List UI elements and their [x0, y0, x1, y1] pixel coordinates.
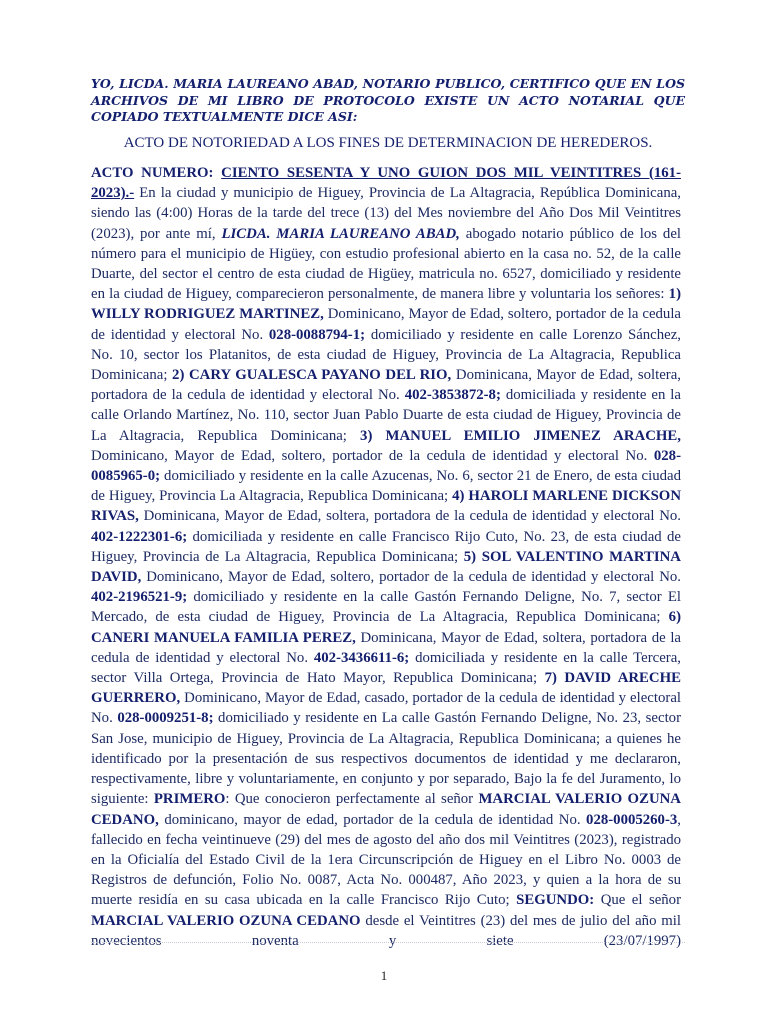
party-2-name: 2) CARY GUALESCA PAYANO DEL RIO, [172, 367, 452, 384]
body-text: : Que conocieron perfectamente al señor [225, 791, 479, 808]
body-text: domiciliada y residente en la calle Tercera, sector Villa Ortega, Provincia de Hato Mayor, Republica Dominicana; [91, 649, 681, 687]
page-number: 1 [380, 968, 388, 983]
party-7-id: 028-0009251-8; [117, 710, 214, 727]
notary-certification-header: YO, LICDA. MARIA LAUREANO ABAD, NOTARIO PUBLICO, CERTIFICO QUE EN LOS ARCHIVOS DE MI LIBRO DE PROTOCOLO EXISTE UN ACTO NOTARIAL QUE COPIADO TEXTUALMENTE DICE ASI: [91, 76, 685, 124]
body-text: domiciliado y residente en la calle Azucenas, No. 6, sector 21 de Enero, de esta ciudad de Higuey, Provincia La Altagracia, Republica Dominicana; [91, 468, 681, 505]
deceased-id: 028-0005260-3 [586, 811, 678, 828]
body-text: Dominicano, Mayor de Edad, casado, portador de la cedula de identidad y electoral No. [91, 690, 681, 727]
act-body-text [91, 163, 681, 951]
body-text: desde el Veintitres (23) del mes de julio del año mil novecientos noventa y siete (23/07/1997) [91, 912, 682, 949]
body-text: En la ciudad y municipio de Higuey, Provincia de La Altagracia, República Dominicana, siendo las (4:00) Horas de la tarde del trece (13) del Mes noviembre del Año Dos Mil Veintitres (2023), por ante mí, [91, 185, 681, 242]
body-text: domiciliada y residente en la calle Orlando Martínez, No. 110, sector Juan Pablo Duarte de esta ciudad de Higuey, Provincia de La Altagracia, Republica Dominicana; [91, 387, 681, 444]
notary-name: LICDA. MARIA LAUREANO ABAD, [221, 225, 460, 242]
body-text: domiciliado y residente en calle Lorenzo Sánchez, No. 10, sector los Platanitos, de esta ciudad de Higuey, Provincia de La Altagracia, Republica Dominicana; [91, 326, 681, 384]
primero-label: PRIMERO [153, 791, 226, 808]
party-2-id: 402-3853872-8; [404, 387, 501, 404]
party-3-id: 028-0085965-0; [91, 447, 681, 485]
body-text: Dominicana, Mayor de Edad, soltera, portadora de la cedula de identidad y electoral No. [138, 508, 681, 525]
document-title: ACTO DE NOTORIEDAD A LOS FINES DE DETERMINACION DE HEREDEROS. [123, 135, 653, 151]
deceased-name-2: MARCIAL VALERIO OZUNA CEDANO [91, 912, 361, 929]
party-5-id: 402-2196521-9; [91, 589, 188, 606]
body-text: Dominicana, Mayor de Edad, soltera, portadora de la cedula de identidad y electoral No. [91, 367, 682, 404]
body-text: abogado notario público de los del número para el municipio de Higüey, con estudio profesional abierto en la casa no. 52, de la calle Duarte, del sector el centro de esta ciudad de Higüey, matricula no. 6527, domiciliado y residente en la ciudad de Higuey, comparecieron personalmente, de manera libre y voluntaria los señores: [91, 225, 682, 303]
body-text: dominicano, mayor de edad, portador de la cedula de identidad No. [158, 811, 587, 828]
act-number-value: CIENTO SESENTA Y UNO GUION DOS MIL VEINTITRES (161-2023).- [91, 165, 681, 202]
party-7-name: 7) DAVID ARECHE GUERRERO, [91, 670, 681, 707]
party-5-name: 5) SOL VALENTINO MARTINA DAVID, [91, 548, 681, 586]
body-text: domiciliado y residente en La calle Gastón Fernando Deligne, No. 23, sector San Jose, municipio de Higuey, Provincia de La Altagracia, Republica Dominicana; a quienes he identificado por la presentación de sus respectivos documentos de identidad y me declararon, respectivamente, libre y voluntariamente, en conjunto y por separado, Bajo la fe del Juramento, lo siguiente: [91, 710, 682, 808]
party-4-name: 4) HAROLI MARLENE DICKSON RIVAS, [91, 488, 682, 525]
party-6-name: 6) CANERI MANUELA FAMILIA PEREZ, [91, 609, 681, 646]
segundo-label: SEGUNDO: [516, 892, 595, 909]
body-text: domiciliado y residente en la calle Gastón Fernando Deligne, No. 7, sector El Mercado, de esta ciudad de Higuey, Provincia de La Altagracia, Republica Dominicana; [91, 589, 681, 626]
footer-divider [91, 942, 685, 943]
party-6-id: 402-3436611-6; [313, 649, 410, 666]
body-text: Dominicano, Mayor de Edad, soltero, portador de la cedula de identidad y electoral No. [141, 569, 681, 586]
party-4-id: 402-1222301-6; [91, 528, 188, 545]
party-1-name: 1) WILLY RODRIGUEZ MARTINEZ, [91, 286, 681, 323]
body-text: domiciliada y residente en calle Francisco Rijo Cuto, No. 23, de esta ciudad de Higuey, Provincia de La Altagracia, Republica Dominicana; [91, 528, 681, 565]
body-text: Dominicano, Mayor de Edad, soltero, portador de la cedula de identidad y electoral No. [91, 447, 654, 464]
body-text: Que el señor [594, 892, 681, 909]
deceased-name: MARCIAL VALERIO OZUNA CEDANO, [91, 791, 681, 828]
act-number-label: ACTO NUMERO: [91, 165, 222, 181]
body-text: Dominicana, Mayor de Edad, soltera, portadora de la cedula de identidad y electoral No. [91, 629, 682, 666]
party-1-id: 028-0088794-1; [268, 326, 366, 343]
body-text: Dominicano, Mayor de Edad, soltero, portador de la cedula de identidad y electoral No. [91, 306, 681, 343]
body-text: , fallecido en fecha veintinueve (29) del mes de agosto del año dos mil Veintitres (2023), registrado en la Oficialía del Estado Civil de la 1era Circunscripción de Higuey en el Libro No. 0003 de Registros de defunción, Folio No. 0087, Acta No. 000487, Año 2023, y quien a la hora de su muerte residía en su casa ubicada en la calle Francisco Rijo Cuto; [91, 811, 681, 909]
party-3-name: 3) MANUEL EMILIO JIMENEZ ARACHE, [360, 427, 681, 444]
